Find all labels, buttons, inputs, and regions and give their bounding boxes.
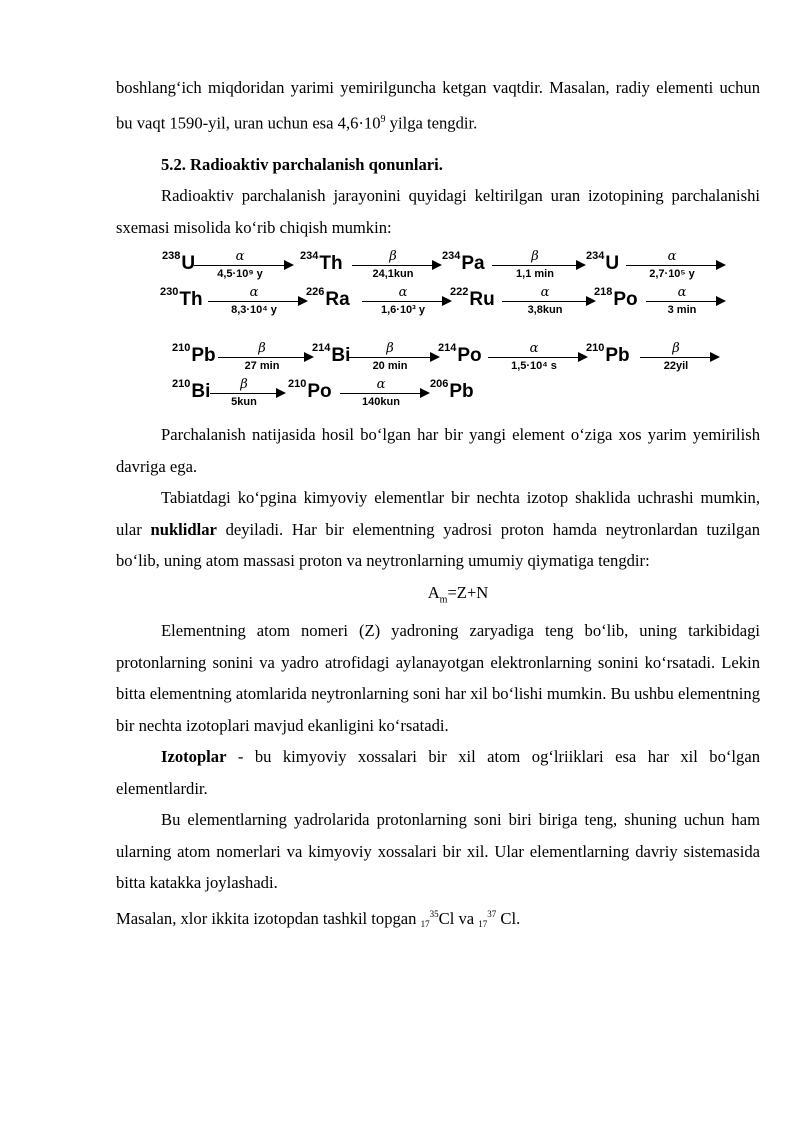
decay-arrow: α 1,5·10⁴ s (488, 343, 588, 373)
formula-atomic-mass: $A_m=Z+N$ (427, 582, 489, 605)
isotope: $^{214}$Bi (312, 342, 351, 367)
decay-arrow: β 27 min (218, 343, 314, 373)
isotope: $^{238}$U (162, 250, 196, 275)
paragraph-chlorine-example: Masalan, xlor ikkita izotopdan tashkil topgan $_{17}^{35}$Cl va $_{17}^{37}$ Cl. (116, 908, 521, 929)
paragraph-atomic-number: Elementning atom nomeri (Z) yadroning zaryadiga teng bo‘lib, uning tarkibidagi protonlarning sonini va yadro atrofidagi aylanayotgan elektronlarning sonini ko‘rsatadi. Lekin bitta elementning atomlarida neytronlarning soni har xil bo‘lishi mumkin. Bu ushbu elementning bir nechta izotoplari mavjud ekanligini ko‘rsatadi. (116, 621, 760, 735)
isotope: $^{226}$Ra (306, 286, 350, 311)
isotope: $^{230}$Th (160, 286, 203, 311)
section-title: 5.2. Radioaktiv parchalanish qonunlari. (161, 154, 443, 174)
decay-arrow: β 22yil (640, 343, 720, 373)
paragraph-half-life: boshlang‘ich miqdoridan yarimi yemirilguncha ketgan vaqtdir. Masalan, radiy elementi uchun bu vaqt 1590-yil, uran uchun esa $4,6\cdot 10^9$ yilga tengdir. (116, 78, 760, 133)
decay-arrow: β 1,1 min (492, 251, 586, 281)
isotope: $^{210}$Bi (172, 378, 211, 403)
decay-arrow: α 140kun (340, 379, 430, 409)
decay-row-4 (116, 373, 760, 413)
isotope: $^{214}$Po (438, 342, 482, 367)
isotope: $^{234}$Th (300, 250, 343, 275)
isotope: $^{206}$Pb (430, 378, 474, 403)
document-page (116, 72, 760, 940)
paragraph-half-life-period: Parchalanish natijasida hosil bo‘lgan har bir yangi element o‘ziga xos yarim yemirilish davriga ega. (116, 425, 760, 476)
decay-arrow: α 3 min (646, 287, 726, 317)
isotope: $^{218}$Po (594, 286, 638, 311)
decay-row-3 (116, 337, 760, 377)
isotope: $^{222}$Ru (450, 286, 495, 311)
decay-row-1 (116, 245, 760, 285)
decay-arrow: α 8,3·10⁴ y (208, 287, 308, 317)
isotope: $^{210}$Pb (586, 342, 630, 367)
decay-arrow: β 20 min (348, 343, 440, 373)
paragraph-nuclides: Tabiatdagi ko‘pgina kimyoviy elementlar bir nechta izotop shaklida uchrashi mumkin, ular nuklidlar deyiladi. Har bir elementning yadrosi proton hamda neytronlardan tuzilgan bo‘lib, uning atom massasi proton va neytronlarning umumiy qiymatiga tengdir: (116, 488, 760, 571)
decay-arrow: α 2,7·10⁵ y (626, 251, 726, 281)
isotope: $^{210}$Pb (172, 342, 216, 367)
isotope: $^{210}$Po (288, 378, 332, 403)
decay-arrow: α 3,8kun (502, 287, 596, 317)
keyword-izotoplar: Izotoplar (161, 747, 227, 767)
isotope: $^{234}$U (586, 250, 620, 275)
paragraph-periodic-table: Bu elementlarning yadrolarida protonlarning soni biri biriga teng, shuning uchun ham ularning atom nomerlari va kimyoviy xossalari bir xil. Ular elementlarning davriy sistemasida bitta katakka joylashadi. (116, 810, 760, 893)
paragraph-isotopes-definition: Izotoplar - bu kimyoviy xossalari bir xil atom og‘lriiklari esa har xil bo‘lgan elementlardir. (116, 747, 760, 798)
keyword-nuklidlar: nuklidlar (150, 519, 217, 539)
decay-arrow: α 4,5·10⁹ y (194, 251, 294, 281)
paragraph-intro-chain: Radioaktiv parchalanish jarayonini quyidagi keltirilgan uran izotopining parchalanishi sxemasi misolida ko‘rib chiqish mumkin: (116, 186, 760, 237)
decay-arrow: β 5kun (210, 379, 286, 409)
isotope: $^{234}$Pa (442, 250, 485, 275)
decay-arrow: β 24,1kun (352, 251, 442, 281)
decay-row-2 (116, 281, 760, 321)
decay-chain (116, 245, 760, 415)
decay-arrow: α 1,6·10³ y (362, 287, 452, 317)
